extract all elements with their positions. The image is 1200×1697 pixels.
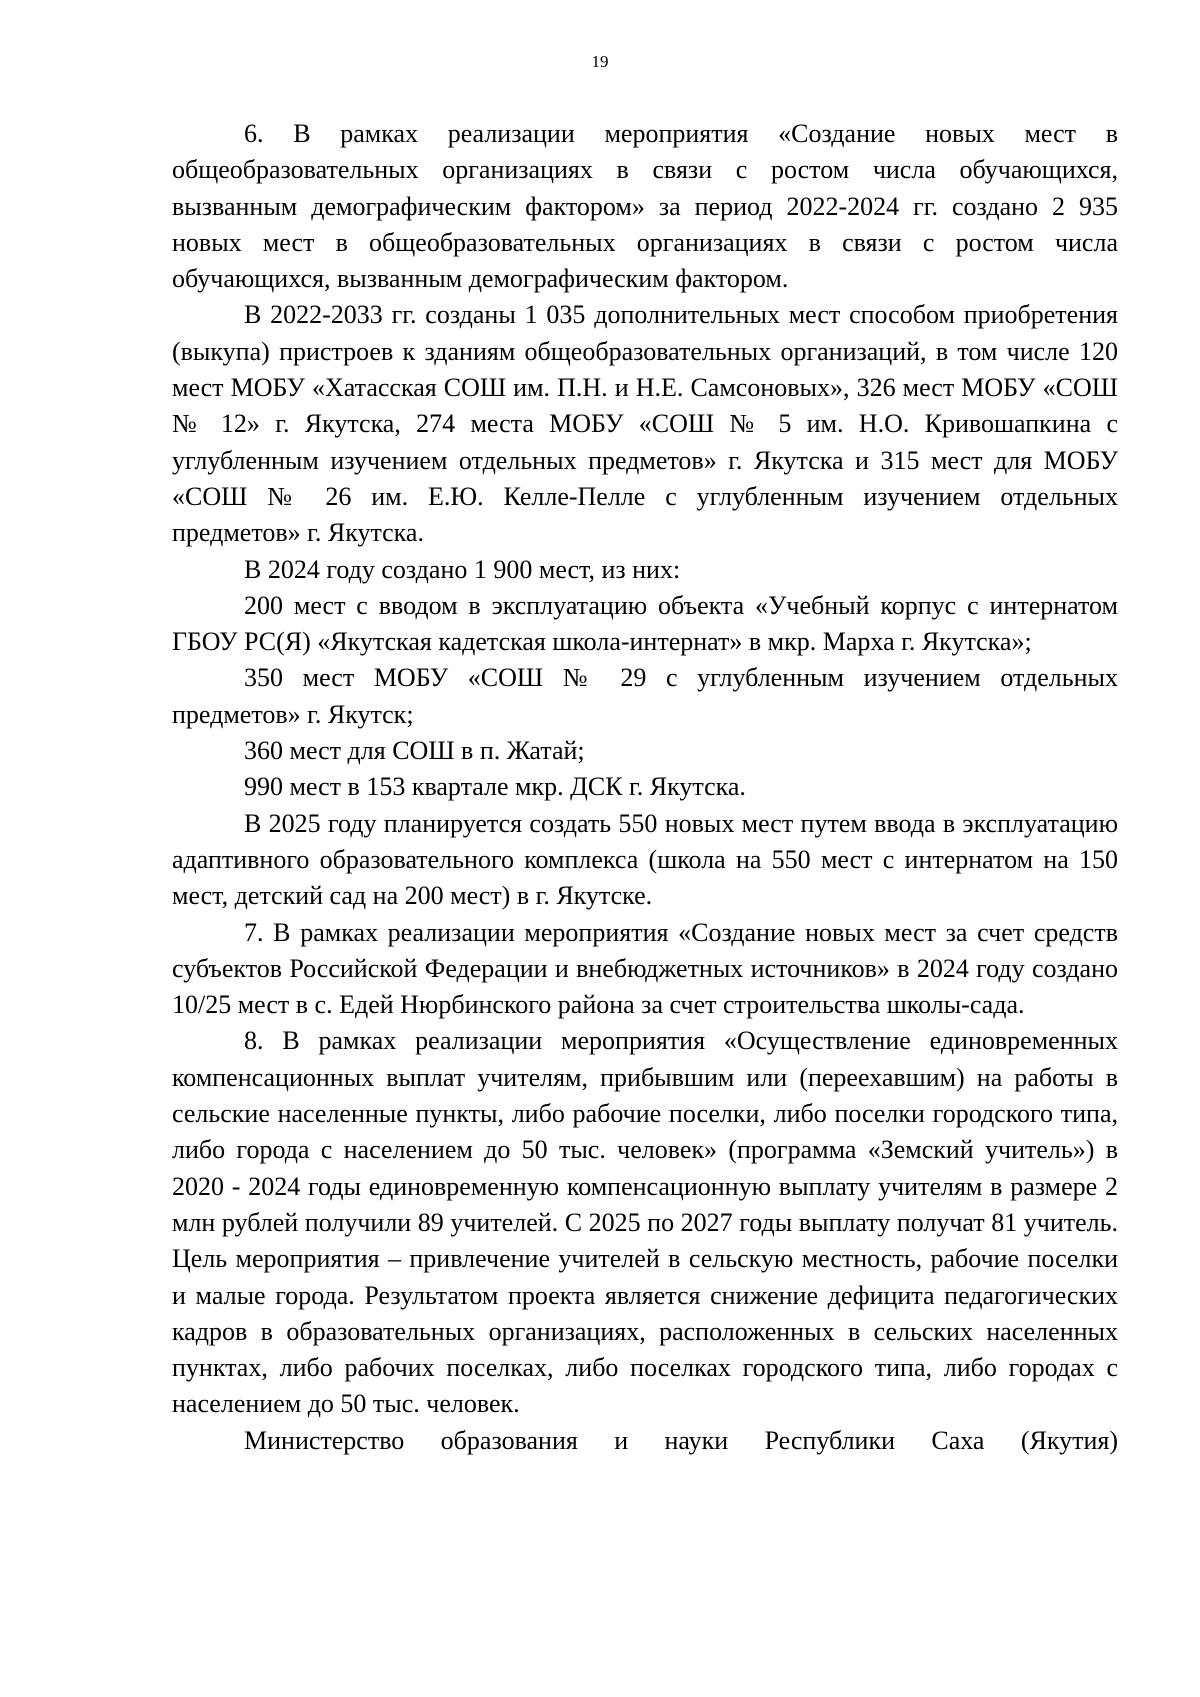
paragraph-list-item-360: 360 мест для СОШ в п. Жатай;: [244, 736, 585, 766]
paragraph-list-item-200: 200 мест с вводом в эксплуатацию объекта «Учебный корпус с интернатом ГБОУ РС(Я) «Якутская кадетская школа-интернат» в мкр. Марха г. Якутска»;: [172, 590, 1118, 657]
paragraph-item-6: 6. В рамках реализации мероприятия «Создание новых мест в общеобразовательных организациях в связи с ростом числа обучающихся, вызванным демографическим фактором» за период 2022-2024 гг. создано 2 935 новых мест в общеобразовательных организациях в связи с ростом числа обучающихся, вызванным демографическим фактором.: [172, 119, 1118, 294]
document-body: [172, 116, 1118, 1459]
paragraph-pristroi-2022-2033: В 2022-2033 гг. созданы 1 035 дополнительных мест способом приобретения (выкупа) пристроев к зданиям общеобразовательных организаций, в том числе 120 мест МОБУ «Хатасская СОШ им. П.Н. и Н.Е. Самсоновых», 326 мест МОБУ «СОШ № 12» г. Якутска, 274 места МОБУ «СОШ № 5 им. Н.О. Кривошапкина с углубленным изучением отдельных предметов» г. Якутска и 315 мест для МОБУ «СОШ № 26 им. Е.Ю. Келле-Пелле с углубленным изучением отдельных предметов» г. Якутска.: [172, 300, 1118, 548]
page-number: 19: [591, 52, 609, 71]
paragraph-ministry: Министерство образования и науки Республики Саха (Якутия): [244, 1425, 1118, 1455]
paragraph-2025-plan: В 2025 году планируется создать 550 новых мест путем ввода в эксплуатацию адаптивного образовательного комплекса (школа на 550 мест с интернатом на 150 мест, детский сад на 200 мест) в г. Якутске.: [172, 808, 1118, 911]
paragraph-list-item-350: 350 мест МОБУ «СОШ № 29 с углубленным изучением отдельных предметов» г. Якутск;: [172, 663, 1118, 729]
paragraph-2024-summary: В 2024 году создано 1 900 мест, из них:: [244, 554, 681, 584]
paragraph-item-7: 7. В рамках реализации мероприятия «Создание новых мест за счет средств субъектов Российской Федерации и внебюджетных источников» в 2024 году создано 10/25 мест в с. Едей Нюрбинского района за счет строительства школы-сада.: [172, 917, 1118, 1020]
paragraph-item-8: 8. В рамках реализации мероприятия «Осуществление единовременных компенсационных выплат учителям, прибывшим или (переехавшим) на работы в сельские населенные пункты, либо рабочие поселки, либо поселки городского типа, либо города с населением до 50 тыс. человек» (программа «Земский учитель») в 2020 - 2024 годы единовременную компенсационную выплату учителям в размере 2 млн рублей получили 89 учителей. С 2025 по 2027 годы выплату получат 81 учитель. Цель мероприятия – привлечение учителей в сельскую местность, рабочие поселки и малые города. Результатом проекта является снижение дефицита педагогических кадров в образовательных организациях, расположенных в сельских населенных пунктах, либо рабочих поселках, либо поселках городского типа, либо городах с населением до 50 тыс. человек.: [172, 1026, 1118, 1419]
paragraph-list-item-990: 990 мест в 153 квартале мкр. ДСК г. Якутска.: [244, 772, 746, 802]
